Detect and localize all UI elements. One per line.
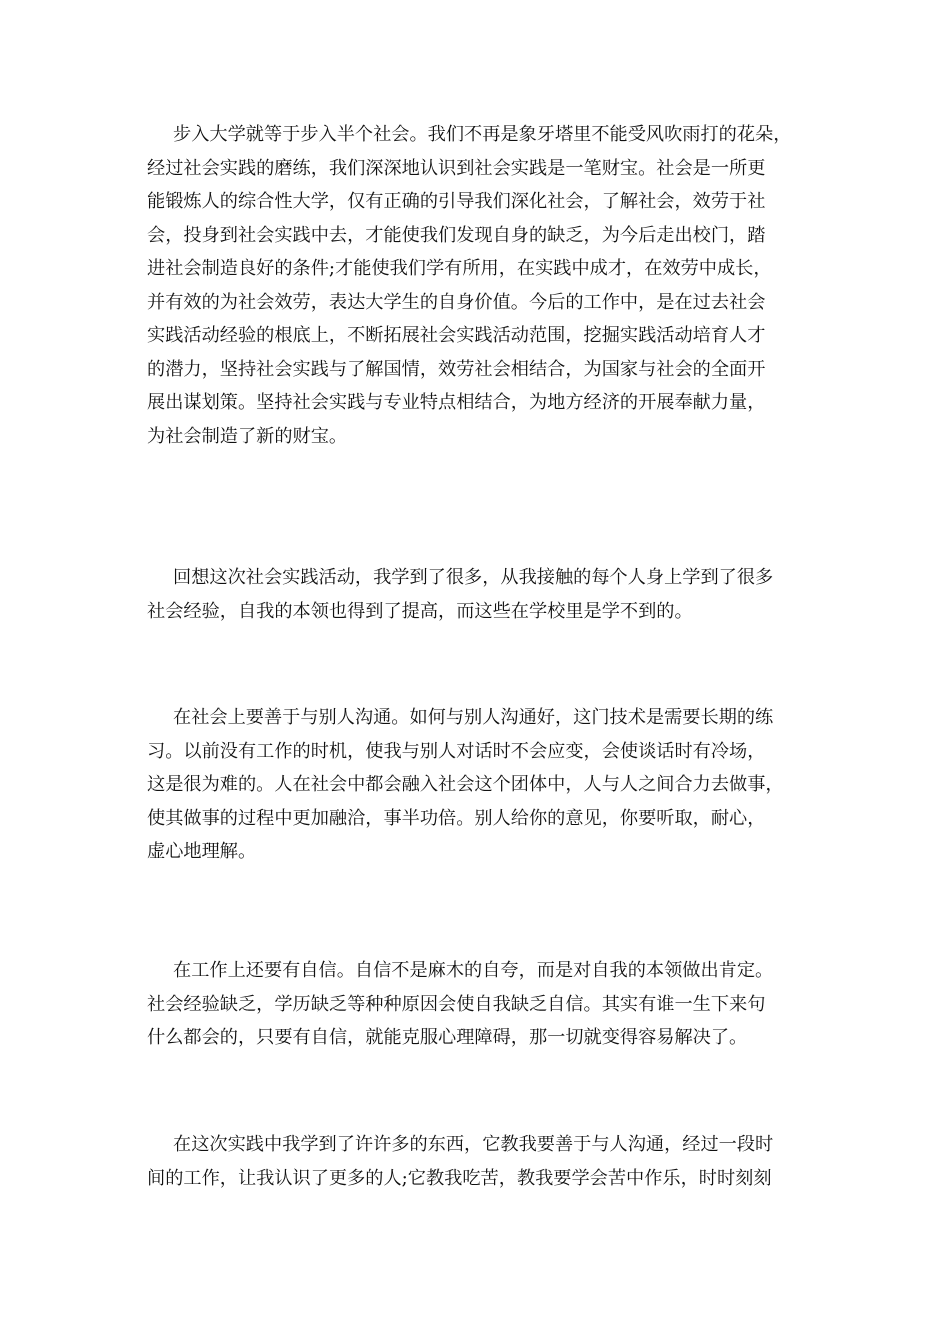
paragraph-line: 什么都会的，只要有自信，就能克服心理障碍，那一切就变得容易解决了。 xyxy=(147,1027,748,1048)
paragraph-line: 虚心地理解。 xyxy=(147,841,257,862)
paragraph-line: 这是很为难的。人在社会中都会融入社会这个团体中，人与人之间合力去做事， xyxy=(147,774,784,795)
paragraph-3 xyxy=(147,701,807,869)
paragraph-line: 间的工作，让我认识了更多的人;它教我吃苦，教我要学会苦中作乐，时时刻刻 xyxy=(147,1167,772,1189)
paragraph-line: 回想这次社会实践活动，我学到了很多，从我接触的每个人身上学到了很多 xyxy=(173,567,774,588)
paragraph-line: 在这次实践中我学到了许许多的东西，它教我要善于与人沟通，经过一段时 xyxy=(173,1134,774,1155)
paragraph-line: 进社会制造良好的条件;才能使我们学有所用，在实践中成才，在效劳中成长， xyxy=(147,258,772,279)
paragraph-line: 经过社会实践的磨练，我们深深地认识到社会实践是一笔财宝。社会是一所更 xyxy=(147,157,766,179)
paragraph-5 xyxy=(147,1128,807,1195)
paragraph-line: 能锻炼人的综合性大学，仅有正确的引导我们深化社会，了解社会，效劳于社 xyxy=(147,191,766,212)
paragraph-line: 社会经验缺乏，学历缺乏等种种原因会使自我缺乏自信。其实有谁一生下来句 xyxy=(147,993,766,1015)
paragraph-1 xyxy=(147,118,807,453)
paragraph-line: 的潜力，坚持社会实践与了解国情，效劳社会相结合，为国家与社会的全面开 xyxy=(147,358,766,380)
paragraph-line: 在社会上要善于与别人沟通。如何与别人沟通好，这门技术是需要长期的练 xyxy=(173,707,774,728)
paragraph-2 xyxy=(147,561,807,628)
paragraph-line: 为社会制造了新的财宝。 xyxy=(147,425,348,447)
paragraph-line: 社会经验，自我的本领也得到了提高，而这些在学校里是学不到的。 xyxy=(147,600,693,622)
paragraph-line: 步入大学就等于步入半个社会。我们不再是象牙塔里不能受风吹雨打的花朵， xyxy=(173,124,792,145)
paragraph-line: 在工作上还要有自信。自信不是麻木的自夸，而是对自我的本领做出肯定。 xyxy=(173,960,774,981)
paragraph-line: 会，投身到社会实践中去，才能使我们发现自身的缺乏，为今后走出校门，踏 xyxy=(147,224,766,246)
paragraph-4 xyxy=(147,954,807,1055)
paragraph-line: 展出谋划策。坚持社会实践与专业特点相结合，为地方经济的开展奉献力量， xyxy=(147,392,766,413)
paragraph-line: 实践活动经验的根底上，不断拓展社会实践活动范围，挖掘实践活动培育人才 xyxy=(147,325,766,346)
paragraph-line: 使其做事的过程中更加融洽，事半功倍。别人给你的意见，你要听取，耐心， xyxy=(147,807,766,829)
paragraph-line: 习。以前没有工作的时机，使我与别人对话时不会应变，会使谈话时有冷场， xyxy=(147,740,766,762)
paragraph-line: 并有效的为社会效劳，表达大学生的自身价值。今后的工作中，是在过去社会 xyxy=(147,291,766,313)
